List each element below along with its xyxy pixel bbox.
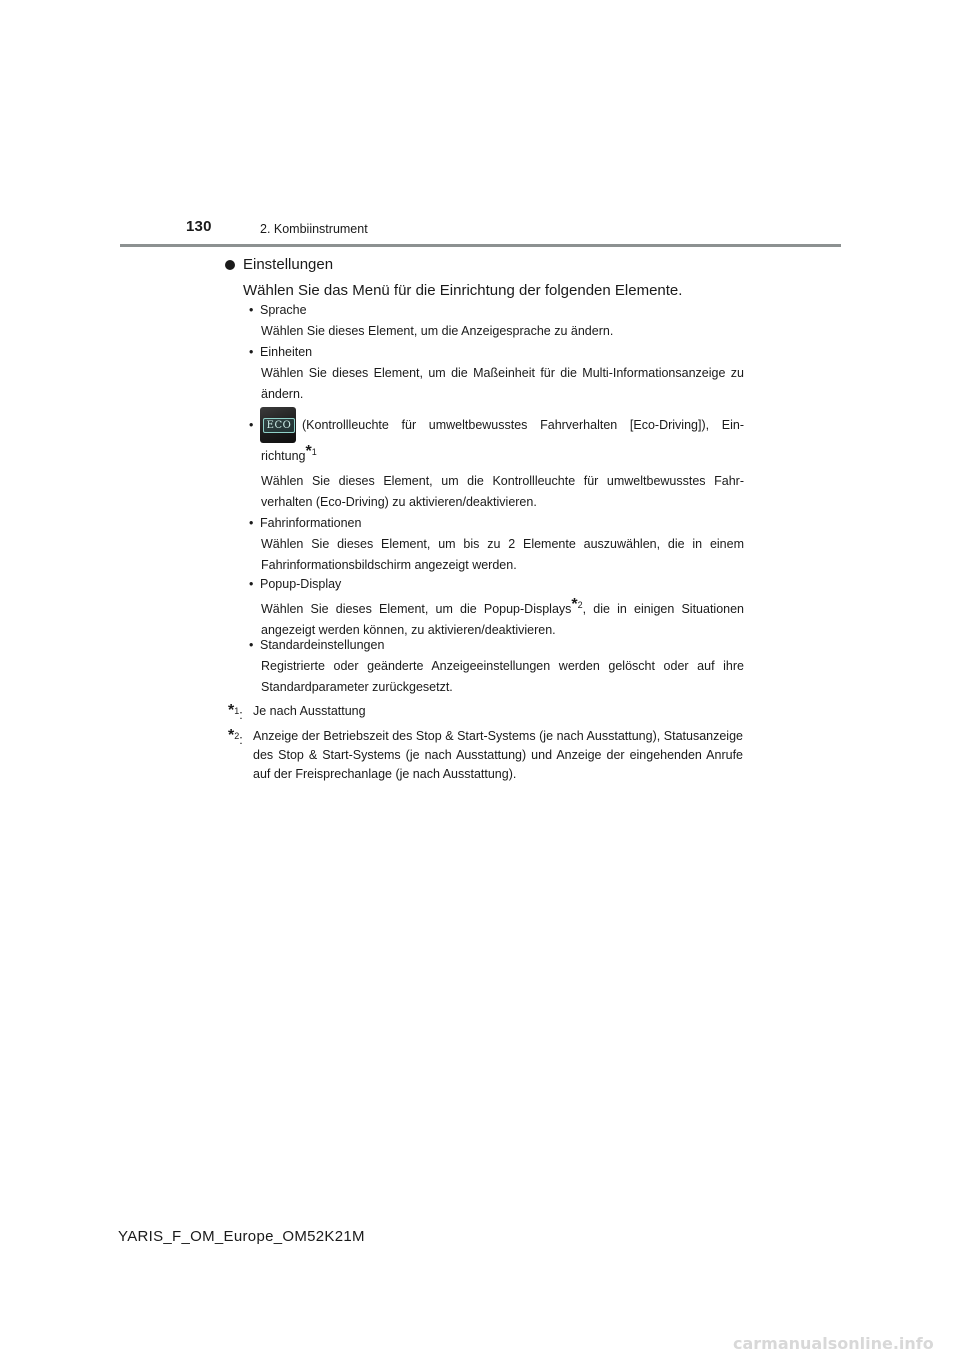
desc-text-cont: , die in einigen Situationen angezeigt werden können, zu aktivieren/deaktivieren. bbox=[261, 602, 744, 638]
item-title-text: (Kontrollleuchte für umweltbewusstes Fahrverhalten [Eco-Driving]), Ein- bbox=[302, 418, 744, 432]
item-title-text-cont: richtung bbox=[261, 449, 306, 464]
footnote-star: * bbox=[571, 596, 578, 614]
item-title-text: Einheiten bbox=[260, 345, 313, 359]
page-number: 130 bbox=[186, 218, 212, 235]
item-title-text: Sprache bbox=[260, 303, 307, 317]
list-bullet: • bbox=[249, 638, 254, 652]
item-desc-popup-display bbox=[261, 595, 744, 641]
footnote-star: * bbox=[305, 443, 312, 461]
list-bullet: • bbox=[249, 516, 254, 530]
section-heading bbox=[225, 256, 333, 273]
item-title-eco-line2 bbox=[261, 443, 317, 464]
section-intro: Wählen Sie das Menü für die Einrichtung der folgenden Elemente. bbox=[243, 282, 683, 299]
item-title-text: Fahrinformationen bbox=[260, 516, 362, 530]
list-bullet: • bbox=[249, 345, 254, 359]
footnote-mark: *$^1$: bbox=[228, 702, 243, 723]
item-desc-sprache: Wählen Sie dieses Element, um die Anzeigesprache zu ändern. bbox=[261, 324, 614, 338]
eco-indicator-icon bbox=[260, 407, 296, 443]
item-title-text: Popup-Display bbox=[260, 577, 342, 591]
item-title-sprache bbox=[249, 303, 307, 317]
item-desc-standardeinstellungen: Registrierte oder geänderte Anzeigeeinstellungen werden gelöscht oder auf ihre Standardparameter zurückgesetzt. bbox=[261, 659, 744, 694]
item-title-text: Standardeinstellungen bbox=[260, 638, 385, 652]
list-bullet: • bbox=[249, 418, 254, 432]
item-desc-einheiten: Wählen Sie dieses Element, um die Maßeinheit für die Multi-Informationsanzeige zu ändern. bbox=[261, 366, 744, 401]
footnote-ref: 2 bbox=[577, 600, 583, 610]
footnote-1 bbox=[228, 702, 743, 725]
desc-text: Wählen Sie dieses Element, um die Popup-Displays bbox=[261, 602, 572, 617]
section-title: Einstellungen bbox=[243, 256, 334, 273]
item-title-popup-display bbox=[249, 577, 341, 591]
item-title-standardeinstellungen bbox=[249, 638, 384, 652]
list-bullet: • bbox=[249, 577, 254, 591]
document-code: YARIS_F_OM_Europe_OM52K21M bbox=[118, 1228, 365, 1245]
item-desc-eco: Wählen Sie dieses Element, um die Kontrollleuchte für umweltbewusstes Fahrverhalten (Eco-Driving) zu aktivieren/deaktivieren. bbox=[261, 474, 744, 509]
item-desc-fahrinformationen: Wählen Sie dieses Element, um bis zu 2 Elemente auszuwählen, die in einem Fahrinformationsbildschirm angezeigt werden. bbox=[261, 537, 744, 572]
header-rule bbox=[120, 244, 841, 247]
footnote-mark: *$^2$: bbox=[228, 727, 243, 748]
list-bullet: • bbox=[249, 303, 254, 317]
footnote-text: Je nach Ausstattung bbox=[253, 704, 366, 718]
item-title-fahrinformationen bbox=[249, 516, 361, 530]
watermark: carmanualsonline.info bbox=[733, 1334, 934, 1353]
item-title-eco bbox=[249, 407, 744, 443]
footnote-text: Anzeige der Betriebszeit des Stop & Start-Systems (je nach Ausstattung), Statusanzeige des Stop & Start-Systems (je nach Ausstattung) und Anzeige der eingehenden Anrufe auf der Freisprechanlage (je nach Ausstattung). bbox=[253, 729, 743, 781]
chapter-title: 2. Kombiinstrument bbox=[260, 222, 368, 236]
item-title-einheiten bbox=[249, 345, 312, 359]
bullet-dot-icon bbox=[225, 260, 235, 270]
footnote-2 bbox=[228, 727, 743, 784]
footnote-ref: 1 bbox=[311, 447, 317, 457]
eco-icon-label: ECO bbox=[263, 418, 295, 433]
